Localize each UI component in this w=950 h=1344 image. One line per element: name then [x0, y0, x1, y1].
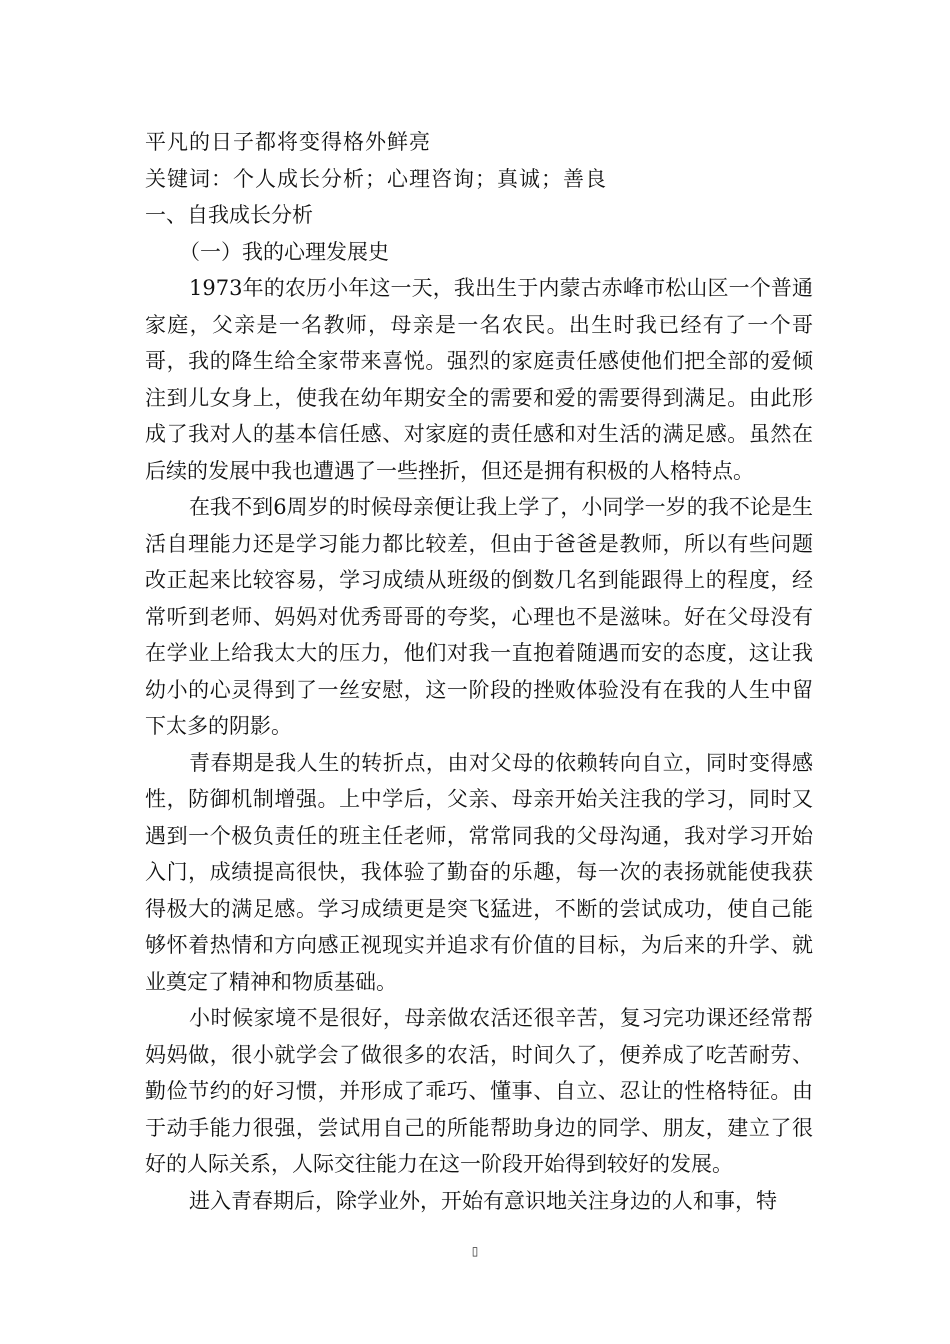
document-title: 平凡的日子都将变得格外鲜亮 [145, 130, 431, 154]
document-body [145, 124, 813, 1219]
paragraph-1: 1973年的农历小年这一天，我出生于内蒙古赤峰市松山区一个普通家庭，父亲是一名教师，母亲是一名农民。出生时我已经有了一个哥哥，我的降生给全家带来喜悦。强烈的家庭责任感使他们把全部的爱倾注到儿女身上，使我在幼年期安全的需要和爱的需要得到满足。由此形成了我对人的基本信任感、对家庭的责任感和对生活的满足感。虽然在后续的发展中我也遭遇了一些挫折，但还是拥有积极的人格特点。 [145, 276, 813, 483]
paragraph-2: 在我不到6周岁的时候母亲便让我上学了，小同学一岁的我不论是生活自理能力还是学习能力都比较差，但由于爸爸是教师，所以有些问题改正起来比较容易，学习成绩从班级的倒数几名到能跟得上的程度，经常听到老师、妈妈对优秀哥哥的夸奖，心理也不是滋味。好在父母没有在学业上给我太大的压力，他们对我一直抱着随遇而安的态度，这让我幼小的心灵得到了一丝安慰，这一阶段的挫败体验没有在我的人生中留下太多的阴影。 [145, 495, 813, 738]
page-number-mark: ▯ [471, 1244, 479, 1258]
paragraph-4: 小时候家境不是很好，母亲做农活还很辛苦，复习完功课还经常帮妈妈做，很小就学会了做很多的农活，时间久了，便养成了吃苦耐劳、勤俭节约的好习惯，并形成了乖巧、懂事、自立、忍让的性格特征。由于动手能力很强，尝试用自己的所能帮助身边的同学、朋友，建立了很好的人际关系，人际交往能力在这一阶段开始得到较好的发展。 [145, 1006, 813, 1176]
keywords-line: 关键词：个人成长分析；心理咨询；真诚；善良 [145, 166, 607, 191]
subsection-heading: （一）我的心理发展史 [179, 239, 389, 264]
paragraph-3: 青春期是我人生的转折点，由对父母的依赖转向自立，同时变得感性，防御机制增强。上中学后，父亲、母亲开始关注我的学习，同时又遇到一个极负责任的班主任老师，常常同我的父母沟通，我对学习开始入门，成绩提高很快，我体验了勤奋的乐趣，每一次的表扬就能使我获得极大的满足感。学习成绩更是突飞猛进，不断的尝试成功，使自己能够怀着热情和方向感正视现实并追求有价值的目标，为后来的升学、就业奠定了精神和物质基础。 [145, 750, 813, 994]
section-heading: 一、自我成长分析 [145, 203, 313, 227]
paragraph-5: 进入青春期后，除学业外，开始有意识地关注身边的人和事，特 [189, 1188, 777, 1213]
